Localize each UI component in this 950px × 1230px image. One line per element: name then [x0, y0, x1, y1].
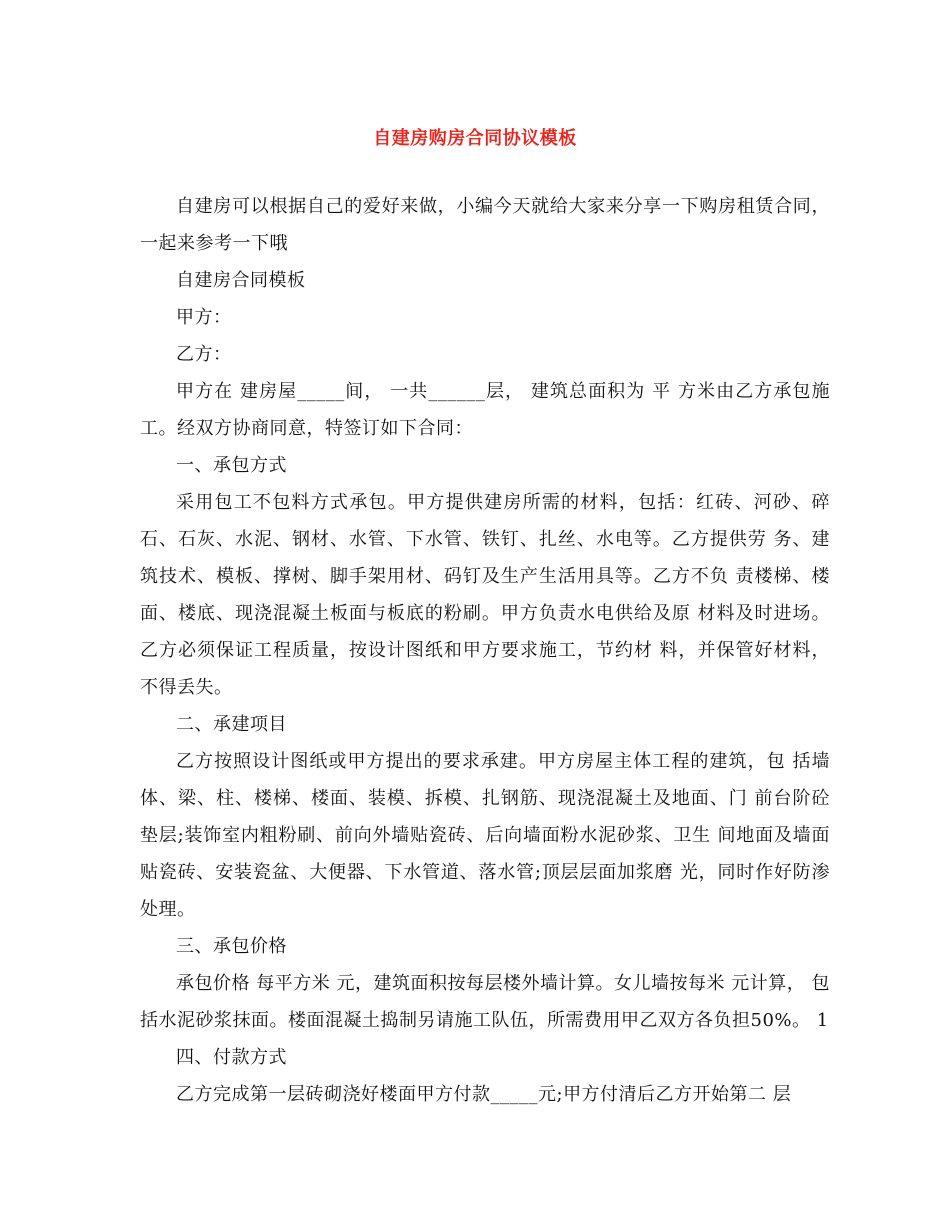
document-body [140, 188, 830, 1113]
section-body-1: 采用包工不包料方式承包。甲方提供建房所需的材料，包括：红砖、河砂、碎石、石灰、水泥、钢材、水管、下水管、铁钉、扎丝、水电等。乙方提供劳 务、建筑技术、模板、撑树、脚手架用材、码钉及生产生活用具等。乙方不负 责楼梯、楼面、楼底、现浇混凝土板面与板底的粉刷。甲方负责水电供给及原 材料及时进场。乙方必须保证工程质量，按设计图纸和甲方要求施工，节约材 料，并保管好材料，不得丢失。 [140, 492, 830, 698]
intro-paragraph: 自建房可以根据自己的爱好来做，小编今天就给大家来分享一下购房租赁合同，一起来参考一下哦 [140, 196, 830, 254]
contract-preamble: 甲方在 建房屋_____间， 一共______层， 建筑总面积为 平 方米由乙方承包施工。经双方协商同意，特签订如下合同： [140, 381, 830, 439]
party-b-line: 乙方： [176, 344, 232, 365]
party-a-line: 甲方： [176, 307, 232, 328]
section-body-2: 乙方按照设计图纸或甲方提出的要求承建。甲方房屋主体工程的建筑，包 括墙体、梁、柱、楼梯、楼面、装模、拆模、扎钢筋、现浇混凝土及地面、门 前台阶砼垫层;装饰室内粗粉刷、前向外墙贴瓷砖、后向墙面粉水泥砂浆、卫生 间地面及墙面贴瓷砖、安装瓷盆、大便器、下水管道、落水管;顶层层面加浆磨 光，同时作好防渗处理。 [140, 751, 830, 920]
section-body-4: 乙方完成第一层砖砌浇好楼面甲方付款_____元;甲方付清后乙方开始第二 层 [176, 1084, 792, 1105]
section-heading-2: 二、承建项目 [176, 714, 287, 735]
section-heading-1: 一、承包方式 [176, 455, 287, 476]
section-body-3: 承包价格 每平方米 元，建筑面积按每层楼外墙计算。女儿墙按每米 元计算， 包括水泥砂浆抹面。楼面混凝土捣制另请施工队伍，所需费用甲乙双方各负担50%。 1 [140, 973, 830, 1031]
section-heading-4: 四、付款方式 [176, 1047, 287, 1068]
template-heading: 自建房合同模板 [176, 270, 306, 291]
section-heading-3: 三、承包价格 [176, 936, 287, 957]
document-title: 自建房购房合同协议模板 [373, 128, 577, 149]
